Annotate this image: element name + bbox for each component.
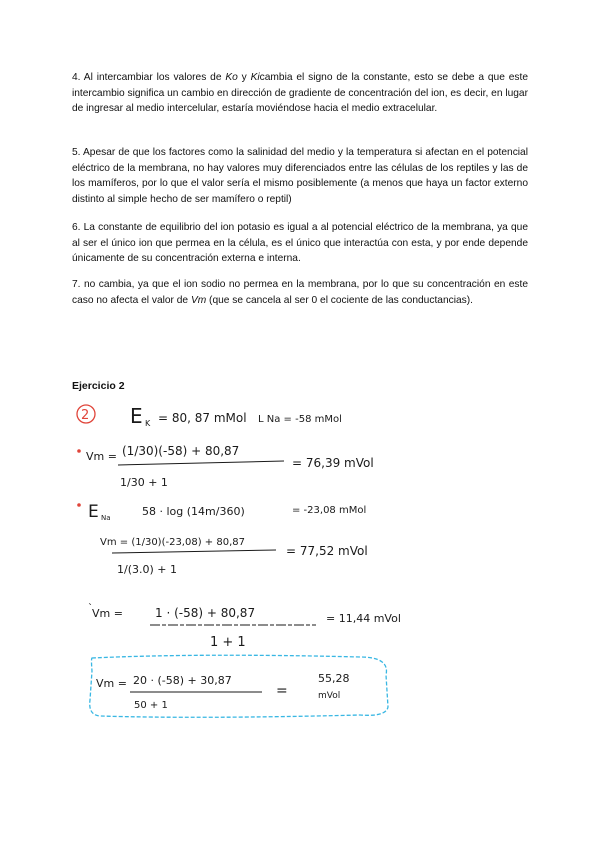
ena2-result: = -23,08 mMol bbox=[292, 505, 367, 516]
paragraph-text: 7. no cambia, ya que el ion sodio no permea en la membrana, por lo que su concentración en este caso no afecta el valor de bbox=[72, 279, 528, 306]
exercise-heading: Ejercicio 2 bbox=[72, 380, 125, 392]
paragraph-text: y bbox=[237, 72, 251, 83]
fraction-bar bbox=[118, 461, 284, 465]
eq2-result: = 77,52 mVol bbox=[286, 544, 368, 558]
vm-label: Vm = bbox=[96, 677, 127, 690]
eq2-numerator: Vm = (1/30)(-23,08) + 80,87 bbox=[100, 537, 245, 548]
tick-mark: ` bbox=[88, 603, 93, 614]
red-bullet bbox=[77, 503, 81, 507]
paragraph-text: (que se cancela al ser 0 el cociente de las conductancias). bbox=[206, 294, 473, 306]
ena2-subscript: Na bbox=[101, 514, 111, 522]
eq4-equals: = bbox=[276, 683, 288, 699]
eq2-denominator: 1/(3.0) + 1 bbox=[117, 563, 177, 576]
eq3-denominator: 1 + 1 bbox=[210, 635, 246, 650]
variable-vm: Vm bbox=[190, 294, 207, 306]
eq4-result-unit: mVol bbox=[318, 691, 341, 701]
ena2-label: E bbox=[88, 502, 99, 522]
vm-label: Vm = bbox=[92, 607, 123, 620]
paragraph-text: 4. Al intercambiar los valores de bbox=[72, 72, 226, 83]
ena-value: L Na = -58 mMol bbox=[258, 414, 342, 425]
ek-value: = 80, 87 mMol bbox=[158, 411, 247, 425]
eq1-denominator: 1/30 + 1 bbox=[120, 476, 168, 489]
exercise-number: 2 bbox=[81, 408, 90, 423]
ek-subscript: K bbox=[145, 419, 151, 428]
variable-ki: Ki bbox=[250, 72, 260, 83]
eq4-denominator: 50 + 1 bbox=[134, 700, 168, 711]
eq3-result: = 11,44 mVol bbox=[326, 612, 401, 625]
red-bullet bbox=[77, 449, 81, 453]
eq4-result-value: 55,28 bbox=[318, 672, 350, 685]
eq4-numerator: 20 · (-58) + 30,87 bbox=[133, 674, 232, 687]
ek-label: E bbox=[130, 404, 143, 428]
eq3-numerator: 1 · (-58) + 80,87 bbox=[155, 606, 256, 620]
eq1-numerator: (1/30)(-58) + 80,87 bbox=[122, 444, 240, 458]
vm-label: Vm = bbox=[86, 450, 117, 463]
fraction-bar bbox=[112, 550, 276, 553]
answer-paragraph-6: 6. La constante de equilibrio del ion potasio es igual a al potencial eléctrico de la membrana, ya que al ser el único ion que permea en la célula, es el único que interactúa con esta, y por ende depende únicamente de su concentración externa e interna. bbox=[72, 222, 528, 265]
eq1-result: = 76,39 mVol bbox=[292, 456, 374, 470]
variable-ko: Ko bbox=[225, 72, 238, 83]
answer-paragraph-4 bbox=[72, 70, 528, 117]
answer-paragraph-5: 5. Apesar de que los factores como la salinidad del medio y la temperatura si afectan en el potencial eléctrico de la membrana, no hay valores muy diferenciados entre las células de los reptiles y las de los mamíferos, por lo que el valor sería el mismo posiblemente (a menos que haya un factor externo distinto al simple hecho de ser mamífero o reptil) bbox=[72, 147, 528, 205]
answer-paragraph-7 bbox=[72, 277, 528, 308]
ena2-expression: 58 · log (14m/360) bbox=[142, 505, 245, 518]
paragraph-text: cambia el signo de la constante, esto se debe a que este intercambio significa un cambio en dirección de gradiente de concentración del ion, es decir, en lugar de ingresar al medio intercelular, estaría moviéndose hacia el medio extracelular. bbox=[72, 72, 528, 115]
handwritten-solution bbox=[0, 395, 600, 725]
